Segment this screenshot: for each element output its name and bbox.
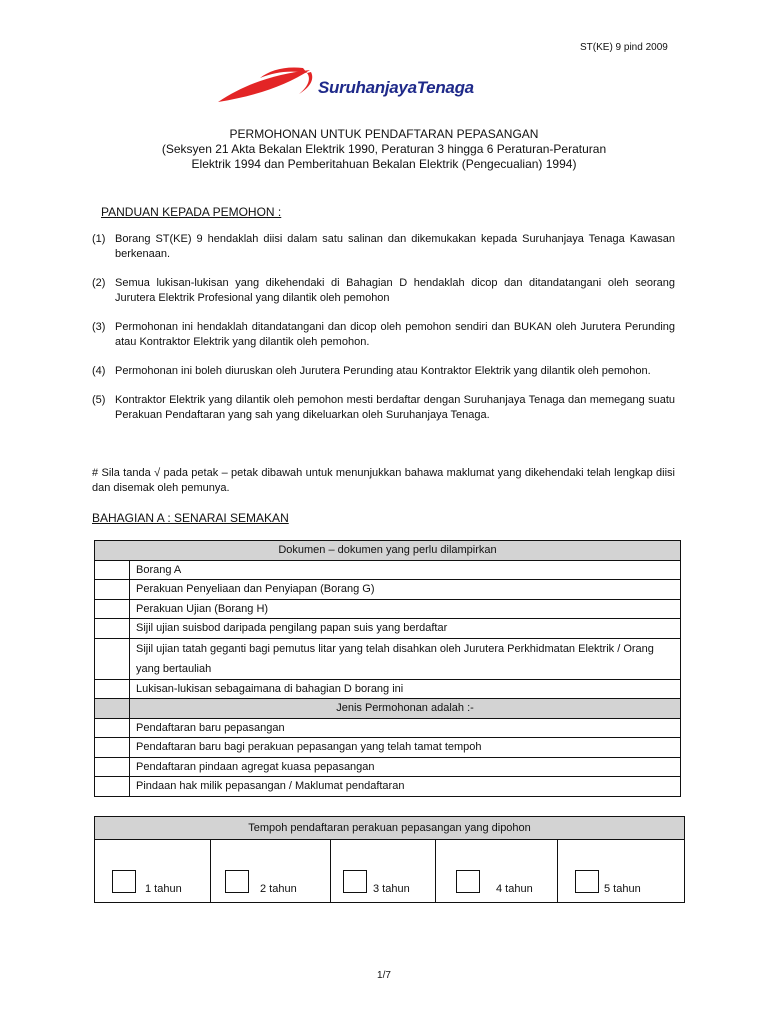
form-title [130, 127, 638, 172]
guide-item [92, 393, 675, 423]
table-row [95, 580, 681, 600]
period-option [95, 840, 211, 903]
guide-heading: PANDUAN KEPADA PEMOHON : [101, 205, 282, 219]
checkbox-cell[interactable] [95, 679, 130, 699]
checkbox-cell[interactable] [95, 757, 130, 777]
table-row [95, 777, 681, 797]
period-option-label: 3 tahun [373, 883, 410, 895]
period-option-label: 4 tahun [496, 883, 533, 895]
application-type-label: Pendaftaran pindaan agregat kuasa pepasangan [130, 757, 681, 777]
period-table [94, 816, 685, 903]
period-option [211, 840, 331, 903]
guide-item-text: Permohonan ini boleh diuruskan oleh Jurutera Perunding atau Kontraktor Elektrik yang dilantik oleh pemohon. [115, 365, 651, 377]
period-checkbox[interactable] [575, 870, 599, 893]
period-option [558, 840, 685, 903]
period-option-label: 2 tahun [260, 883, 297, 895]
application-header: Jenis Permohonan adalah :- [130, 699, 681, 719]
document-label: Perakuan Penyeliaan dan Penyiapan (Borang G) [130, 580, 681, 600]
table-row [95, 679, 681, 699]
table-row [95, 599, 681, 619]
guide-list [92, 232, 675, 437]
table-row [95, 619, 681, 639]
document-label: Lukisan-lukisan sebagaimana di bahagian D borang ini [130, 679, 681, 699]
guide-item [92, 232, 675, 262]
guide-item-number: (3) [92, 321, 106, 333]
period-option [436, 840, 558, 903]
form-code: ST(KE) 9 pind 2009 [580, 42, 668, 53]
logo-text: SuruhanjayaTenaga [318, 78, 474, 97]
documents-header: Dokumen – dokumen yang perlu dilampirkan [95, 541, 681, 561]
guide-item-text: Semua lukisan-lukisan yang dikehendaki di Bahagian D hendaklah dicop dan ditandatangani oleh seorang Jurutera Elektrik Profesional yang dilantik oleh pemohon [115, 277, 675, 304]
checkbox-cell[interactable] [95, 619, 130, 639]
checkbox-cell[interactable] [95, 718, 130, 738]
checkbox-cell[interactable] [95, 580, 130, 600]
title-line-2: (Seksyen 21 Akta Bekalan Elektrik 1990, Peraturan 3 hingga 6 Peraturan-Peraturan [161, 142, 607, 156]
header-blank-cell [95, 699, 130, 719]
application-type-label: Pendaftaran baru pepasangan [130, 718, 681, 738]
document-label: Sijil ujian tatah geganti bagi pemutus litar yang telah disahkan oleh Jurutera Perkhidmatan Elektrik / Orang yang bertauliah [130, 638, 681, 679]
table-row [95, 757, 681, 777]
guide-item [92, 364, 675, 379]
guide-item-text: Borang ST(KE) 9 hendaklah diisi dalam satu salinan dan dikemukakan kepada Suruhanjaya Tenaga Kawasan berkenaan. [115, 233, 675, 260]
checkbox-cell[interactable] [95, 638, 130, 679]
part-a-heading: BAHAGIAN A : SENARAI SEMAKAN [92, 511, 289, 525]
guide-item-number: (4) [92, 365, 106, 377]
application-type-label: Pendaftaran baru bagi perakuan pepasangan yang telah tamat tempoh [130, 738, 681, 758]
period-option-label: 1 tahun [145, 883, 182, 895]
instruction-note: # Sila tanda √ pada petak – petak dibawah untuk menunjukkan bahawa maklumat yang dikehendaki telah lengkap diisi dan disemak oleh pemunya. [92, 467, 675, 494]
period-checkbox[interactable] [112, 870, 136, 893]
table-row [95, 638, 681, 679]
guide-item-text: Kontraktor Elektrik yang dilantik oleh pemohon mesti berdaftar dengan Suruhanjaya Tenaga dan memegang suatu Perakuan Pendaftaran yang sah yang dikeluarkan oleh Suruhanjaya Tenaga. [115, 394, 675, 421]
period-header: Tempoh pendaftaran perakuan pepasangan yang dipohon [95, 817, 685, 840]
title-line-3: Elektrik 1994 dan Pemberitahuan Bekalan Elektrik (Pengecualian) 1994) [191, 157, 577, 171]
guide-item [92, 276, 675, 306]
document-label: Borang A [130, 560, 681, 580]
period-checkbox[interactable] [225, 870, 249, 893]
period-option-label: 5 tahun [604, 883, 641, 895]
document-label: Perakuan Ujian (Borang H) [130, 599, 681, 619]
checkbox-cell[interactable] [95, 777, 130, 797]
title-line-1: PERMOHONAN UNTUK PENDAFTARAN PEPASANGAN [229, 127, 539, 141]
table-row [95, 560, 681, 580]
period-checkbox[interactable] [343, 870, 367, 893]
table-row [95, 738, 681, 758]
document-label: Sijil ujian suisbod daripada pengilang papan suis yang berdaftar [130, 619, 681, 639]
application-type-label: Pindaan hak milik pepasangan / Maklumat pendaftaran [130, 777, 681, 797]
checkbox-cell[interactable] [95, 599, 130, 619]
guide-item-number: (1) [92, 233, 106, 245]
guide-item-number: (2) [92, 277, 106, 289]
suruhanjaya-tenaga-logo [215, 64, 560, 106]
checkbox-cell[interactable] [95, 560, 130, 580]
checkbox-cell[interactable] [95, 738, 130, 758]
guide-item [92, 320, 675, 350]
checklist-table [94, 540, 681, 797]
table-row [95, 718, 681, 738]
guide-item-number: (5) [92, 394, 106, 406]
period-option [331, 840, 436, 903]
period-checkbox[interactable] [456, 870, 480, 893]
page-number: 1/7 [377, 970, 391, 981]
guide-item-text: Permohonan ini hendaklah ditandatangani dan dicop oleh pemohon sendiri dan BUKAN oleh Jurutera Perunding atau Kontraktor Elektrik yang dilantik oleh pemohon. [115, 321, 675, 348]
